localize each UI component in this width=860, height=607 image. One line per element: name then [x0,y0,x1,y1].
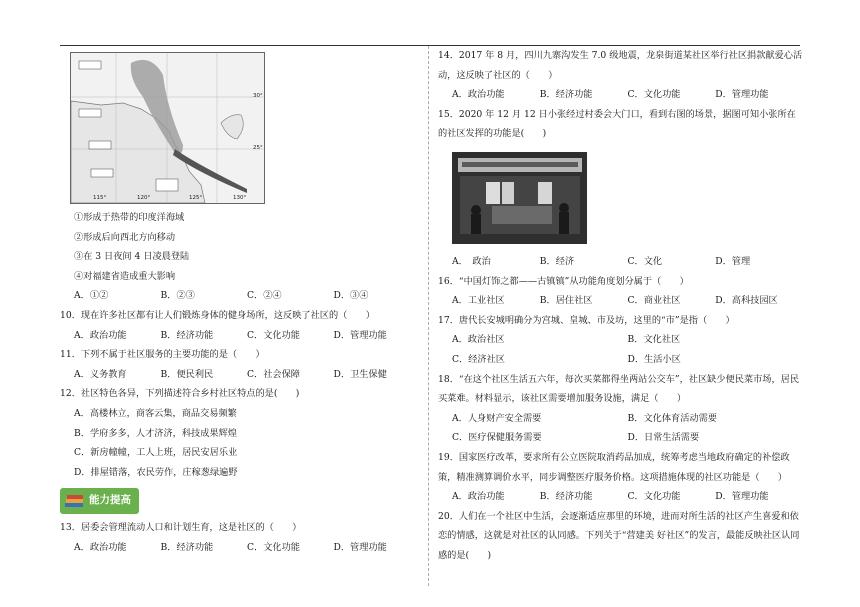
option-c[interactable]: C．新房幢幢，工人上班，居民安居乐业 [74,447,238,459]
option-d[interactable]: D．排屋错落，农民劳作，庄稼葱绿遍野 [74,466,238,478]
statement-item: ①形成于热带的印度洋海域 [74,212,185,223]
option-a[interactable]: A．政治社区 [452,334,505,346]
option-b[interactable]: B．经济功能 [539,89,593,101]
question-18: 18．“在这个社区生活五六年，每次买菜都得坐两站公交车”，社区缺少便民菜市场，居民买菜难。材料显示，该社区需要增加服务设施，满足（ ） [438,373,800,405]
option-a[interactable]: A．①② [74,290,109,302]
q11-options [60,365,420,385]
statement-list [60,208,420,286]
option-a[interactable]: A． 政治 [452,255,491,267]
question-11: 11．下列不属于社区服务的主要功能的是（ ） [60,349,265,361]
lon-label: 120° [137,195,151,201]
statement-item: ④对福建省造成重大影响 [74,270,176,282]
question-10: 10．现在许多社区都有让人们锻炼身体的健身场所，这反映了社区的（ ） [60,309,375,321]
statement-item: ③在 3 日夜间 4 日凌晨登陆 [74,251,190,263]
option-a[interactable]: A．政治功能 [452,491,505,503]
q12-options [60,404,420,482]
lon-label: 130° [233,195,247,201]
option-b[interactable]: B．经济功能 [160,541,214,553]
option-b[interactable]: B．便民利民 [160,368,214,380]
option-d[interactable]: D．管理功能 [333,329,387,341]
option-b[interactable]: B．经济 [539,255,575,267]
option-d[interactable]: D．高科技园区 [715,295,778,307]
option-b[interactable]: B．居住社区 [539,295,593,307]
question-15: 15．2020 年 12 月 12 日小张经过村委会大门口，看到右图的场景，据图可知小张所在的社区发挥的功能是( ) [438,108,796,140]
option-a[interactable]: A．工业社区 [452,295,505,307]
community-photo-image [452,152,587,244]
option-a[interactable]: A．义务教育 [74,368,127,380]
lon-label: 125° [189,195,203,201]
option-b[interactable]: B．文化社区 [627,334,681,346]
q17-options-row2 [438,350,803,370]
option-d[interactable]: D．日常生活需要 [627,432,700,444]
left-column [60,46,420,557]
option-c[interactable]: C．社会保障 [247,368,300,380]
option-a[interactable]: A．政治功能 [452,89,505,101]
option-a[interactable]: A．政治功能 [74,329,127,341]
option-c[interactable]: C．文化功能 [247,329,300,341]
typhoon-track-map-image [70,52,265,204]
option-d[interactable]: D．管理功能 [715,491,769,503]
lat-label: 30° [253,93,263,99]
option-a[interactable]: A．政治功能 [74,541,127,553]
q15-options [438,252,803,272]
option-d[interactable]: D．卫生保健 [333,368,387,380]
option-c[interactable]: C．文化功能 [247,541,300,553]
q13-options [60,538,420,558]
question-19: 19．国家医疗改革，要求所有公立医院取消药品加成，统筹考虑当地政府确定的补偿政策，精准测算调价水平，同步调整医疗服务价格。这项措施体现的社区功能是（ ） [438,451,790,483]
option-d[interactable]: D．管理功能 [715,89,769,101]
q14-options [438,85,803,105]
option-a[interactable]: A．高楼林立，商客云集，商品交易频繁 [74,407,237,419]
right-column [438,46,803,565]
statement-item: ②形成后向西北方向移动 [74,231,176,243]
option-c[interactable]: C．文化功能 [627,89,681,101]
badge-label: 能力提高 [89,494,131,507]
option-b[interactable]: B．经济功能 [160,329,214,341]
lat-label: 25° [253,145,263,151]
q18-options-row1 [438,409,803,429]
typhoon-map-svg [71,53,264,203]
book-stack-icon [64,493,86,509]
q16-options [438,291,803,311]
option-c[interactable]: C．文化 [627,255,663,267]
column-divider [428,46,430,586]
section-badge [60,488,139,514]
q19-options [438,487,803,507]
option-b[interactable]: B．②③ [160,290,195,302]
option-c[interactable]: C．商业社区 [627,295,681,307]
option-b[interactable]: B．经济功能 [539,491,593,503]
q10-options [60,326,420,346]
option-c[interactable]: C．医疗保健服务需要 [452,432,542,444]
option-a[interactable]: A．人身财产安全需要 [452,412,542,424]
question-17: 17．唐代长安城明确分为宫城、皇城、市及坊，这里的“市”是指（ ） [438,314,735,326]
option-c[interactable]: C．②④ [247,290,282,302]
question-12: 12．社区特色各异，下列描述符合乡村社区特点的是( ) [60,388,300,400]
q9-options [60,286,420,306]
question-20: 20．人们在一个社区中生活，会逐渐适应那里的环境，进而对所生活的社区产生喜爱和依恋的情感，这就是对社区的认同感。下列关于“营建美 好社区”的发言，最能反映社区认同感的是( ) [438,510,800,561]
question-14: 14．2017 年 8 月，四川九寨沟发生 7.0 级地震，龙泉街道某社区举行社区捐款献爱心活动，这反映了社区的（ ） [438,50,803,81]
option-d[interactable]: D．管理功能 [333,541,387,553]
option-c[interactable]: C．经济社区 [452,353,505,365]
option-d[interactable]: D．③④ [333,290,369,302]
question-16: 16．“中国灯饰之都——古镇镇”从功能角度划分属于（ ） [438,275,689,287]
q18-options-row2 [438,428,803,448]
option-d[interactable]: D．生活小区 [627,353,681,365]
photo-svg [452,152,587,244]
option-b[interactable]: B．文化体育活动需要 [627,412,717,424]
question-13: 13．居委会管理流动人口和计划生育，这是社区的（ ） [60,521,302,533]
q17-options-row1 [438,330,803,350]
option-c[interactable]: C．文化功能 [627,491,681,503]
option-d[interactable]: D．管理 [715,255,751,267]
lon-label: 115° [93,195,107,201]
option-b[interactable]: B．学府多多，人才济济，科技成果辉煌 [74,427,237,439]
